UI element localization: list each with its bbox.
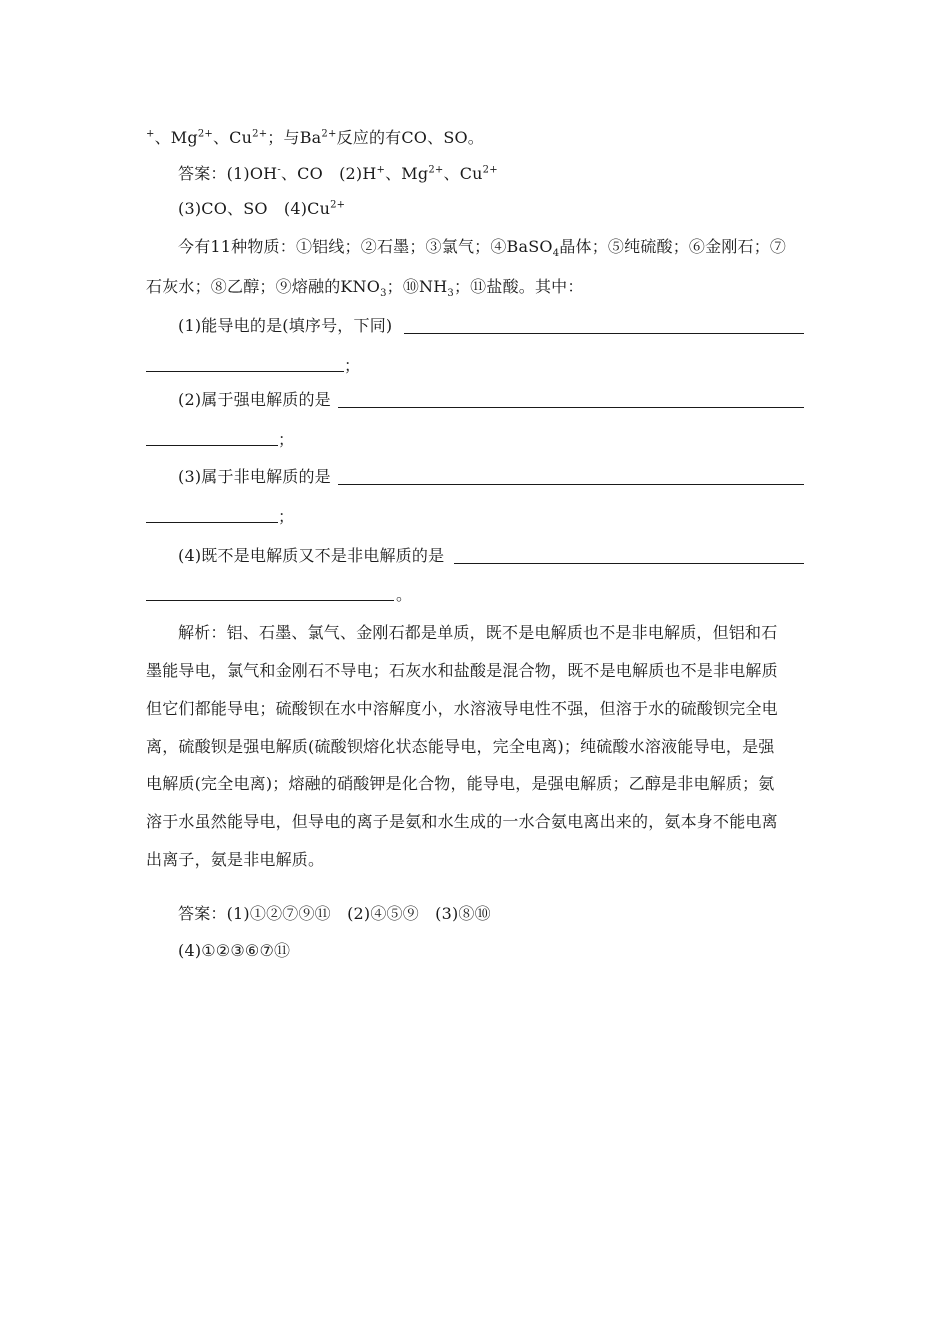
question-3-label: (3)属于非电解质的是 xyxy=(178,467,331,486)
analysis-line-7: 出离子，氨是非电解质。 xyxy=(146,850,325,869)
answer-line-2: (4)①②③⑥⑦⑪ xyxy=(178,941,291,960)
analysis-line-3: 但它们都能导电；硫酸钡在水中溶解度小，水溶液导电性不强，但溶于水的硫酸钡完全电 xyxy=(146,699,778,718)
question-2-blank-line-1[interactable] xyxy=(338,407,804,408)
answer-line-1: 答案：(1)①②⑦⑨⑪ (2)④⑤⑨ (3)⑧⑩ xyxy=(178,904,491,923)
analysis-line-4: 离，硫酸钡是强电解质(硫酸钡熔化状态能导电，完全电离)；纯硫酸水溶液能导电，是强 xyxy=(146,737,775,756)
previous-answer-line-1: 答案：(1)OH-、CO (2)H+、$Mg^{2+}$、$Cu^{2+}$ xyxy=(178,164,498,183)
analysis-line-5: 电解质(完全电离)；熔融的硝酸钾是化合物，能导电，是强电解质；乙醇是非电解质；氨 xyxy=(146,774,775,793)
question-3-blank-line-2[interactable] xyxy=(146,522,278,523)
analysis-line-1: 解析：铝、石墨、氯气、金刚石都是单质，既不是电解质也不是非电解质，但铝和石 xyxy=(178,623,778,642)
question-intro-line-1: 今有11种物质：①铝线；②石墨；③氯气；④BaSO$_4$晶体；⑤纯硫酸；⑥金刚石；⑦ xyxy=(178,237,787,260)
question-3-blank-line-1[interactable] xyxy=(338,484,804,485)
analysis-line-6: 溶于水虽然能导电，但导电的离子是氨和水生成的一水合氨电离出来的，氨本身不能电离 xyxy=(146,812,778,831)
question-2-label: (2)属于强电解质的是 xyxy=(178,390,331,409)
question-3-end: ； xyxy=(278,507,295,526)
continuation-line: +、$Mg^{2+}$、$Cu^{2+}$；与$Ba^{2+}$反应的有CO、SO。 xyxy=(146,128,485,147)
question-1-blank-line-2[interactable] xyxy=(146,371,344,372)
question-1-end: ； xyxy=(344,356,361,375)
question-4-label: (4)既不是电解质又不是非电解质的是 xyxy=(178,546,445,565)
analysis-line-2: 墨能导电，氯气和金刚石不导电；石灰水和盐酸是混合物，既不是电解质也不是非电解质 xyxy=(146,661,778,680)
question-4-blank-line-1[interactable] xyxy=(454,563,804,564)
question-4-blank-line-2[interactable] xyxy=(146,600,394,601)
question-intro-line-2: 石灰水；⑧乙醇；⑨熔融的$KNO_3$；$⑩NH_3$；⑪盐酸。其中： xyxy=(146,277,584,300)
question-4-end: 。 xyxy=(396,585,413,604)
question-1-label: (1)能导电的是(填序号，下同) xyxy=(178,316,393,335)
question-2-blank-line-2[interactable] xyxy=(146,445,278,446)
question-1-blank-line-1[interactable] xyxy=(404,333,804,334)
previous-answer-line-2: (3)CO、SO $(4)Cu^{2+}$ xyxy=(178,199,346,218)
question-2-end: ； xyxy=(278,430,295,449)
